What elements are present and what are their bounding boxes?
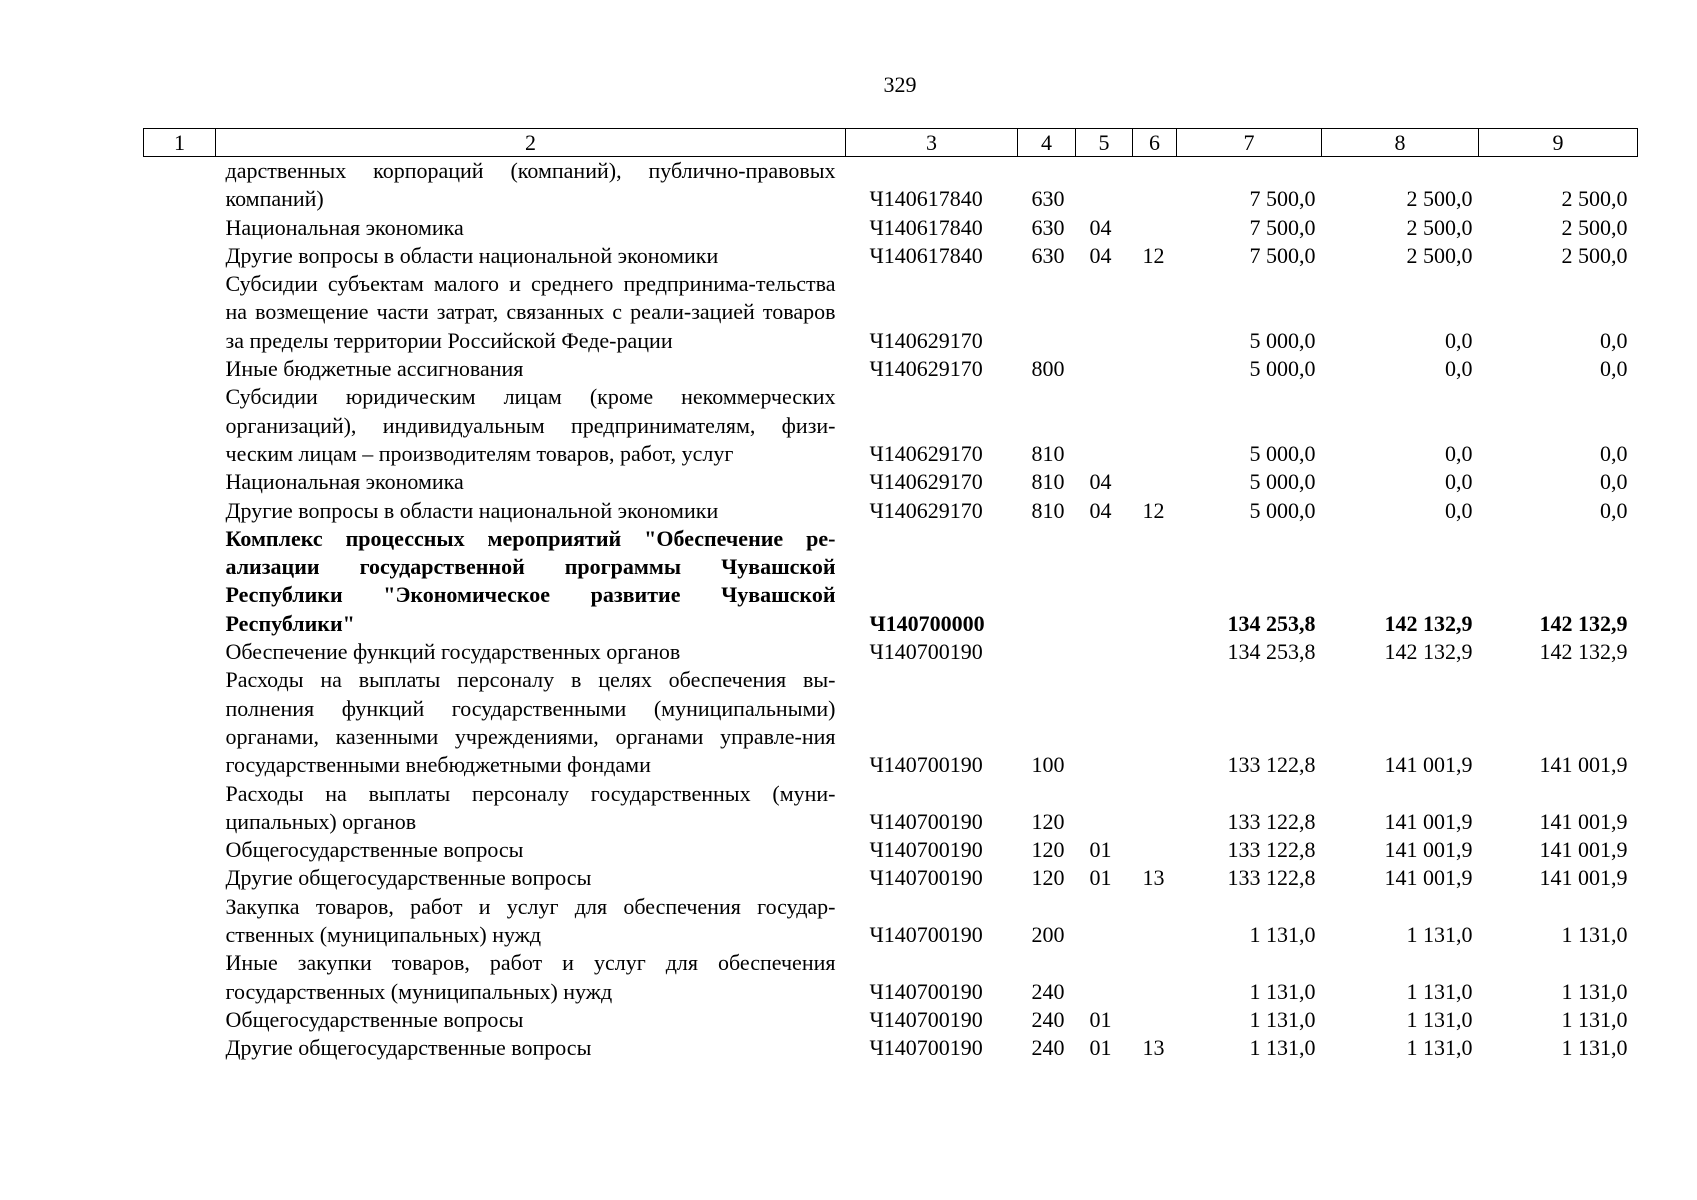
cell-col-8: 141 001,9	[1384, 808, 1473, 834]
cell-col-8: 0,0	[1445, 497, 1473, 523]
cell-col-3: Ч140700190	[869, 978, 983, 1004]
column-header-9: 9	[1479, 129, 1638, 157]
cell-col-5	[1076, 949, 1133, 1006]
cell-col-9: 142 132,9	[1539, 639, 1628, 665]
cell-col-7: 1 131,0	[1249, 922, 1316, 948]
column-header-5: 5	[1076, 129, 1133, 157]
cell-col-7: 133 122,8	[1227, 837, 1316, 863]
cell-col-2: Другие вопросы в области национальной экономики	[225, 497, 719, 523]
cell-col-4: 240	[1031, 1006, 1065, 1032]
cell-col-1	[144, 666, 216, 779]
cell-col-1	[144, 836, 216, 864]
cell-col-5	[1076, 383, 1133, 468]
cell-col-3: Ч140700190	[869, 837, 983, 863]
cell-col-9: 0,0	[1600, 469, 1628, 495]
cell-col-8: 1 131,0	[1406, 1006, 1473, 1032]
cell-col-4: 630	[1031, 214, 1065, 240]
cell-col-5	[1076, 355, 1133, 383]
cell-col-7: 134 253,8	[1227, 610, 1316, 636]
cell-col-7: 5 000,0	[1249, 356, 1316, 382]
table-row	[144, 214, 1638, 242]
cell-col-3: Ч140629170	[869, 327, 983, 353]
cell-col-6	[1133, 949, 1177, 1006]
cell-col-1	[144, 864, 216, 892]
cell-col-1	[144, 270, 216, 355]
cell-col-3: Ч140700000	[869, 610, 985, 636]
cell-col-9: 141 001,9	[1539, 752, 1628, 778]
cell-col-1	[144, 893, 216, 950]
cell-col-8: 0,0	[1445, 469, 1473, 495]
cell-col-8: 0,0	[1445, 440, 1473, 466]
cell-col-9: 141 001,9	[1539, 837, 1628, 863]
cell-col-8: 142 132,9	[1384, 639, 1473, 665]
column-header-8: 8	[1322, 129, 1479, 157]
cell-col-5	[1076, 525, 1133, 638]
cell-col-6	[1133, 893, 1177, 950]
cell-col-8: 2 500,0	[1406, 242, 1473, 268]
cell-col-9: 1 131,0	[1561, 1035, 1628, 1061]
cell-col-4: 810	[1031, 440, 1065, 466]
cell-col-7: 7 500,0	[1249, 242, 1316, 268]
cell-col-5: 01	[1089, 1006, 1112, 1032]
cell-col-1	[144, 157, 216, 214]
table-row	[144, 1006, 1638, 1034]
cell-col-5: 01	[1089, 865, 1112, 891]
cell-col-3: Ч140700190	[869, 1035, 983, 1061]
cell-col-8: 141 001,9	[1384, 752, 1473, 778]
column-header-3: 3	[846, 129, 1018, 157]
cell-col-7: 5 000,0	[1249, 497, 1316, 523]
table-row	[144, 949, 1638, 1006]
table-row	[144, 666, 1638, 779]
table-header	[144, 129, 1638, 157]
cell-col-6	[1133, 157, 1177, 214]
header-row	[144, 129, 1638, 157]
cell-col-4: 800	[1031, 356, 1065, 382]
cell-col-8: 1 131,0	[1406, 922, 1473, 948]
cell-col-9: 0,0	[1600, 327, 1628, 353]
cell-col-4: 200	[1031, 922, 1065, 948]
cell-col-2: Субсидии субъектам малого и среднего предпринима-тельства на возмещение части затрат, связанных с реали-зацией товаров за пределы территории Российской Феде-рации	[225, 271, 836, 353]
cell-col-9: 0,0	[1600, 356, 1628, 382]
budget-table	[143, 128, 1638, 1063]
cell-col-7: 5 000,0	[1249, 327, 1316, 353]
cell-col-2: Комплекс процессных мероприятий "Обеспечение ре-ализации государственной программы Чувашской Республики "Экономическое развитие Чувашской Республики"	[225, 525, 836, 636]
cell-col-1	[144, 1034, 216, 1062]
cell-col-2: Обеспечение функций государственных органов	[225, 639, 681, 665]
cell-col-4: 630	[1031, 242, 1065, 268]
table-row	[144, 638, 1638, 666]
cell-col-3: Ч140700190	[869, 639, 983, 665]
cell-col-6: 12	[1142, 497, 1165, 523]
cell-col-8: 0,0	[1445, 356, 1473, 382]
cell-col-3: Ч140700190	[869, 922, 983, 948]
column-header-7: 7	[1177, 129, 1322, 157]
table-row	[144, 864, 1638, 892]
cell-col-1	[144, 638, 216, 666]
table-row	[144, 1034, 1638, 1062]
cell-col-2: Национальная экономика	[225, 469, 464, 495]
cell-col-6: 13	[1142, 1035, 1165, 1061]
cell-col-6	[1133, 270, 1177, 355]
cell-col-8: 2 500,0	[1406, 186, 1473, 212]
cell-col-2: дарственных корпораций (компаний), публично-правовых компаний)	[225, 158, 836, 212]
cell-col-2: Субсидии юридическим лицам (кроме некоммерческих организаций), индивидуальным предпринимателям, физи-ческим лицам – производителям товаров, работ, услуг	[225, 384, 836, 466]
cell-col-2: Другие вопросы в области национальной экономики	[225, 242, 719, 268]
cell-col-4: 630	[1031, 186, 1065, 212]
table-row	[144, 270, 1638, 355]
cell-col-2: Национальная экономика	[225, 214, 464, 240]
cell-col-2: Иные закупки товаров, работ и услуг для обеспечения государственных (муниципальных) нужд	[225, 950, 836, 1004]
cell-col-9: 141 001,9	[1539, 808, 1628, 834]
cell-col-7: 133 122,8	[1227, 752, 1316, 778]
cell-col-8: 142 132,9	[1384, 610, 1473, 636]
cell-col-2: Общегосударственные вопросы	[225, 1006, 524, 1032]
cell-col-4	[1018, 638, 1076, 666]
table-row	[144, 157, 1638, 214]
table-row	[144, 780, 1638, 837]
table-row	[144, 242, 1638, 270]
cell-col-3: Ч140617840	[869, 242, 983, 268]
cell-col-1	[144, 949, 216, 1006]
cell-col-8: 2 500,0	[1406, 214, 1473, 240]
table-row	[144, 836, 1638, 864]
cell-col-8: 141 001,9	[1384, 837, 1473, 863]
cell-col-5	[1076, 157, 1133, 214]
cell-col-2: Расходы на выплаты персоналу государственных (муни-ципальных) органов	[225, 780, 836, 834]
cell-col-6	[1133, 780, 1177, 837]
cell-col-4: 120	[1031, 808, 1065, 834]
cell-col-5	[1076, 893, 1133, 950]
cell-col-6	[1133, 666, 1177, 779]
cell-col-1	[144, 1006, 216, 1034]
cell-col-5	[1076, 270, 1133, 355]
cell-col-7: 1 131,0	[1249, 978, 1316, 1004]
cell-col-4: 120	[1031, 865, 1065, 891]
cell-col-9: 0,0	[1600, 440, 1628, 466]
cell-col-7: 5 000,0	[1249, 440, 1316, 466]
cell-col-1	[144, 525, 216, 638]
cell-col-9: 142 132,9	[1539, 610, 1628, 636]
cell-col-5	[1076, 666, 1133, 779]
cell-col-6	[1133, 383, 1177, 468]
cell-col-6	[1133, 525, 1177, 638]
cell-col-6: 12	[1142, 242, 1165, 268]
table-row	[144, 355, 1638, 383]
cell-col-4	[1018, 525, 1076, 638]
cell-col-3: Ч140700190	[869, 752, 983, 778]
cell-col-1	[144, 242, 216, 270]
cell-col-8: 141 001,9	[1384, 865, 1473, 891]
cell-col-9: 1 131,0	[1561, 922, 1628, 948]
cell-col-9: 2 500,0	[1561, 242, 1628, 268]
cell-col-3: Ч140629170	[869, 440, 983, 466]
column-header-1: 1	[144, 129, 216, 157]
column-header-6: 6	[1133, 129, 1177, 157]
cell-col-3: Ч140629170	[869, 356, 983, 382]
cell-col-3: Ч140629170	[869, 497, 983, 523]
cell-col-6	[1133, 836, 1177, 864]
cell-col-9: 1 131,0	[1561, 1006, 1628, 1032]
cell-col-7: 133 122,8	[1227, 865, 1316, 891]
table-row	[144, 383, 1638, 468]
cell-col-4	[1018, 270, 1076, 355]
cell-col-1	[144, 780, 216, 837]
cell-col-1	[144, 214, 216, 242]
cell-col-2: Иные бюджетные ассигнования	[225, 356, 524, 382]
cell-col-6	[1133, 468, 1177, 496]
cell-col-3: Ч140617840	[869, 214, 983, 240]
table-row	[144, 893, 1638, 950]
cell-col-6	[1133, 355, 1177, 383]
column-header-2: 2	[216, 129, 846, 157]
cell-col-5: 04	[1089, 469, 1112, 495]
cell-col-2: Другие общегосударственные вопросы	[225, 865, 592, 891]
cell-col-6	[1133, 1006, 1177, 1034]
column-header-4: 4	[1018, 129, 1076, 157]
cell-col-2: Закупка товаров, работ и услуг для обеспечения государ-ственных (муниципальных) нужд	[225, 893, 836, 948]
table-row	[144, 525, 1638, 638]
cell-col-7: 134 253,8	[1227, 639, 1316, 665]
cell-col-8: 1 131,0	[1406, 978, 1473, 1004]
cell-col-2: Другие общегосударственные вопросы	[225, 1035, 592, 1061]
cell-col-6: 13	[1142, 865, 1165, 891]
cell-col-1	[144, 497, 216, 525]
cell-col-2: Расходы на выплаты персоналу в целях обеспечения вы-полнения функций государственными (муниципальными) органами, казенными учреждениями, органами управле-ния государственными внебюджетными фондами	[225, 667, 836, 778]
cell-col-3: Ч140617840	[869, 186, 983, 212]
cell-col-4: 810	[1031, 497, 1065, 523]
cell-col-3: Ч140700190	[869, 808, 983, 834]
cell-col-2: Общегосударственные вопросы	[225, 837, 524, 863]
cell-col-4: 240	[1031, 978, 1065, 1004]
cell-col-6	[1133, 638, 1177, 666]
cell-col-5	[1076, 638, 1133, 666]
cell-col-8: 0,0	[1445, 327, 1473, 353]
table-row	[144, 468, 1638, 496]
cell-col-1	[144, 383, 216, 468]
cell-col-9: 1 131,0	[1561, 978, 1628, 1004]
cell-col-7: 7 500,0	[1249, 214, 1316, 240]
cell-col-7: 1 131,0	[1249, 1006, 1316, 1032]
cell-col-7: 1 131,0	[1249, 1035, 1316, 1061]
cell-col-4: 100	[1031, 752, 1065, 778]
cell-col-5: 01	[1089, 1035, 1112, 1061]
cell-col-3: Ч140700190	[869, 1006, 983, 1032]
cell-col-7: 133 122,8	[1227, 808, 1316, 834]
cell-col-7: 7 500,0	[1249, 186, 1316, 212]
cell-col-9: 2 500,0	[1561, 214, 1628, 240]
cell-col-6	[1133, 214, 1177, 242]
cell-col-3: Ч140700190	[869, 865, 983, 891]
cell-col-4: 810	[1031, 469, 1065, 495]
cell-col-1	[144, 355, 216, 383]
cell-col-4: 240	[1031, 1035, 1065, 1061]
cell-col-5: 01	[1089, 837, 1112, 863]
cell-col-5: 04	[1089, 242, 1112, 268]
cell-col-8: 1 131,0	[1406, 1035, 1473, 1061]
cell-col-9: 141 001,9	[1539, 865, 1628, 891]
cell-col-9: 0,0	[1600, 497, 1628, 523]
cell-col-5	[1076, 780, 1133, 837]
cell-col-3: Ч140629170	[869, 469, 983, 495]
cell-col-9: 2 500,0	[1561, 186, 1628, 212]
table-body	[144, 157, 1638, 1063]
cell-col-4: 120	[1031, 837, 1065, 863]
cell-col-5: 04	[1089, 497, 1112, 523]
cell-col-1	[144, 468, 216, 496]
cell-col-7: 5 000,0	[1249, 469, 1316, 495]
table-row	[144, 497, 1638, 525]
cell-col-5: 04	[1089, 214, 1112, 240]
page-number: 329	[883, 72, 917, 97]
